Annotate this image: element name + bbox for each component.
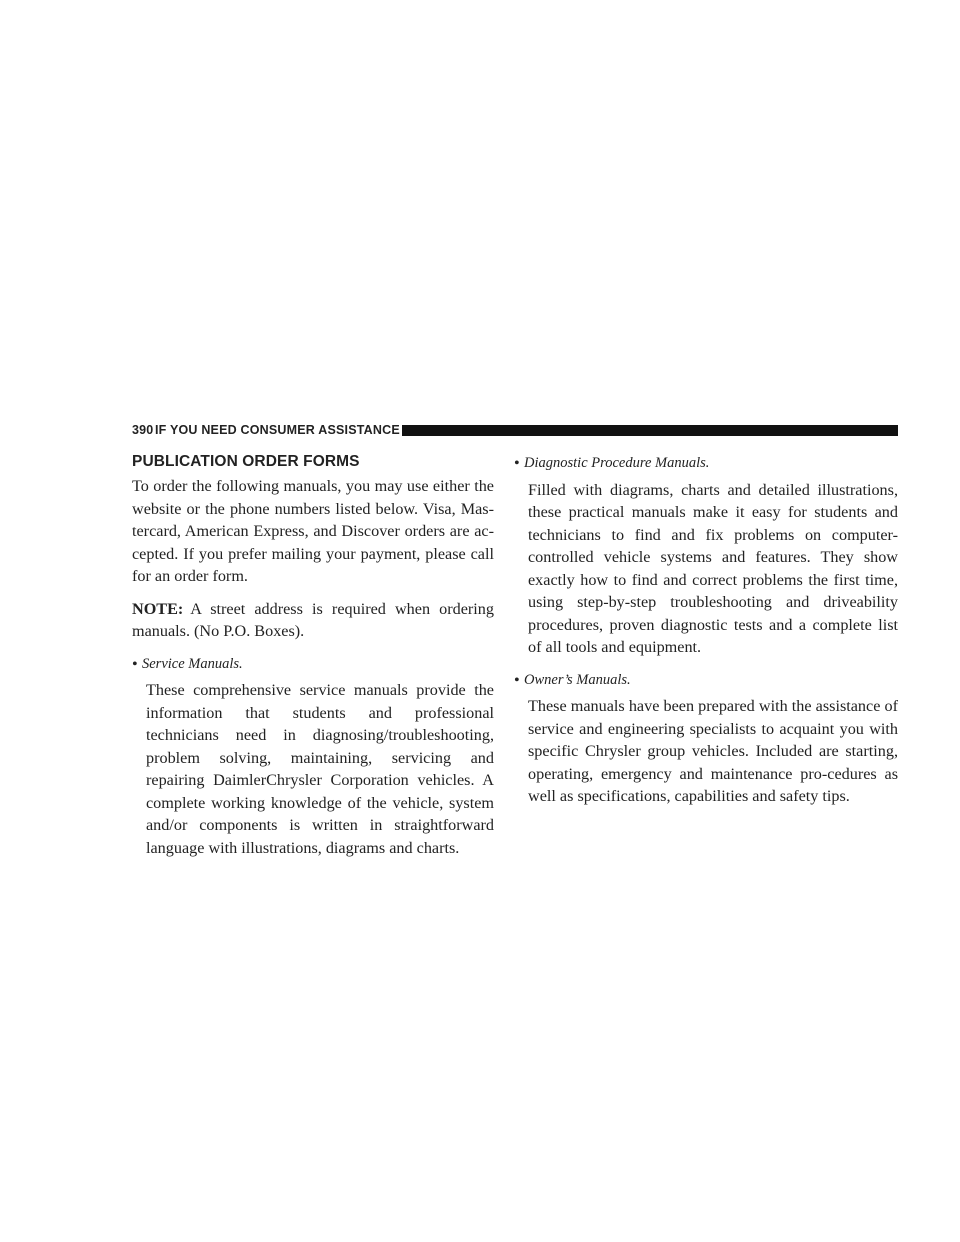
bullet-icon: • [514,670,520,689]
owners-manuals-title: Owner’s Manuals. [524,671,631,688]
right-column [514,452,898,818]
diagnostic-manuals-description: Filled with diagrams, charts and detailed illustrations, these practical manuals make it easy for students and technicians to find and fix problems on computer-controlled vehicle systems and features. They show exactly how to find and correct problems the first time, using step-by-step troubleshooting and driveability procedures, proven diagnostic tests and a complete list of all tools and equipment. [528,480,898,656]
service-manuals-bullet [132,653,494,676]
owners-manuals-description: These manuals have been prepared with the assistance of service and engineering specialists to acquaint you with specific Chrysler group vehicles. Included are starting, operating, emergency and maintenance pro-cedures as well as specifications, capabilities and safety tips. [528,697,898,805]
diagnostic-manuals-title: Diagnostic Procedure Manuals. [524,455,710,471]
note-paragraph [132,598,494,643]
bullet-icon: • [514,454,520,472]
note-text: A street address is required when ordering manuals. (No P.O. Boxes). [132,599,494,640]
intro-paragraph: To order the following manuals, you may use either the website or the phone numbers listed below. Visa, Mas-tercard, American Express, and Discover orders are ac-cepted. If you prefer mailing your payment, please call for an order form. [132,477,494,585]
page-number: 390 [132,423,154,437]
page-header [132,424,898,437]
service-manuals-description: These comprehensive service manuals provide the information that students and professional technicians need in diagnosing/troubleshooting, problem solving, maintaining, servicing and repairing DaimlerChrysler Corporation vehicles. A complete working knowledge of the vehicle, system and/or components is written in straightforward language with illustrations, diagrams and charts. [146,681,494,857]
header-rule [402,425,898,436]
section-title: IF YOU NEED CONSUMER ASSISTANCE [155,423,400,437]
publication-order-forms-heading: PUBLICATION ORDER FORMS [132,453,360,470]
left-column [132,452,494,869]
note-label: NOTE: [132,599,184,618]
service-manuals-title: Service Manuals. [142,655,243,672]
diagnostic-manuals-bullet [514,452,898,475]
owners-manuals-bullet [514,669,898,692]
bullet-icon: • [132,654,138,673]
